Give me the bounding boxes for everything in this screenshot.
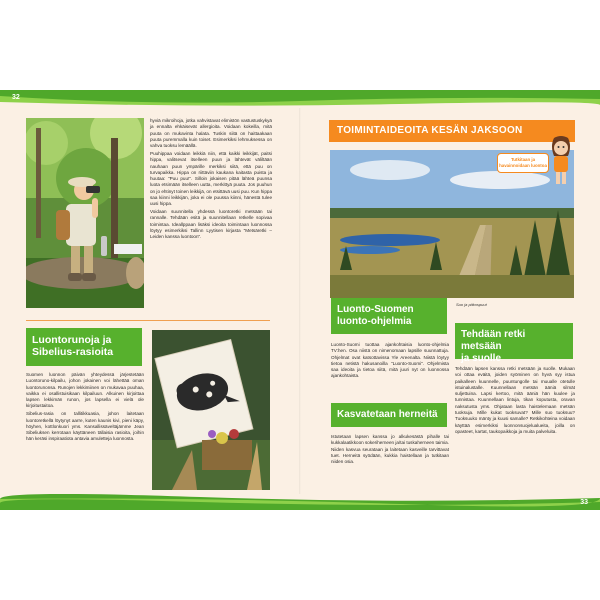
heading-line: Sibelius-rasioita (32, 346, 114, 358)
paragraph: Istutetaan lapsen kanssa jo alkukesästä pihalle tai kukkalaatikkoon sokeriherneen ja/tai tuskaherneen taimia. Niiden kasvua seurataan ja laitetaan kasveille tarvittavat tuet. Herneitä syödään, kukkia haistellaan ja tutkitaan niiden osia. (331, 434, 449, 465)
paragraph: Tehdään lapsen kanssa retki metsään ja suolle. Mukaan voi ottaa eväitä, joiden syöminen on hyvä syy istua paikalleen kuunnelle, puuntungolle tai muualle otetulle istuinalustalle. Kuunnellaan metsän ääniä silmät suljettuina. Lapsi kertoo, mitä ääniä hän kuulee ja tunnistaa. Kuunnellaan lintuja, tikan koputusta, oravan naksutusta yms. Ohjataan lasta haistelemaan metsän tuoksuja. Mille kukat tuoksuvat? Mille suo tuoksuu? Tuoksuuko mänty ja kuusi samalle? Retkikohteina voidaan käyttää esimerkiksi luonnonsuojelualueita, joilla on opasteet, kartat, taukopaikkoja ja muita palveluita. (455, 366, 575, 434)
heading-line: Tehdään retki metsään (461, 329, 526, 352)
paragraph: Sibelius-rasia on tallitikkuasia, johon laitetaan luontoretkellä löytynyt aarre, kuten kaunis kivi, pieni käpy, höyhen, kottlonkuori yms. Kansallissäveltäjämme Jean Sibeliuksen kerrotaan käyttäneen tällaisia rasioita, joihin hän keräsi inspiraatiota antavia amuletteja luonnosta. (26, 411, 144, 442)
heading-luonto-suomen (331, 298, 447, 334)
heading-line: luonto-ohjelmia (337, 316, 412, 327)
book-gutter (299, 108, 301, 494)
heading-herneita (331, 403, 447, 427)
paragraph: Luonto-Suomi tuottaa ajankohtaisia luonto-ohjelmia TV:hen. Osa niistä on nimenomaan lapsille suunnattuja. Ohjelmat ovat katsottavissa Yle Areenalta. Niistä löytyy tietoa netistä hakusanoilla "Luonto-Suomi". Ohjelmista saa ideoita ja tietoa siitä, mitä juuri nyt on luonnossa ajankohtaista. (331, 342, 449, 379)
girl-illustration-icon (546, 136, 576, 186)
paragraph: hyviä mikroihoja, jotka vahvistavat elimistön vastustuskykyä ja ennalta ehkäisevät allergioita. Voidaan kokeilla, mitä puuta on mukavinta halata. Tuskin siitä on haittaakaan puuta puremmalla kuin toiset. Esimerkiksi lehmuksessa on vahva tuoksu lemäällä. (150, 118, 272, 149)
heading-retki (455, 323, 573, 364)
heading-toimintaideoita: TOIMINTAIDEOITA KESÄN JAKSOON (329, 120, 575, 142)
paragraph: Puuhippaa voidaan leikkiä niin, että kaikki leikkijät, paitsi hippa, valitsevat itselleen puun ja lähtevät väliltään nauhaan puun ympärille merkiksi siitä, että puu on turvapaikka. Hippa on riittäviin kaukana kaitasta puista ja huutaa: "Puu puu!". Silloin jokaisen pitää lähteä puunsa luota etsimään itselleen uutta, merkittyä puuta. Jos puuhun on jo ehtinyt toinen leikkijä, on etsittävä uusi puu. Kun hippa saa kiinni leikkijän, joka ei ole puussa kiinni, hänestä tulee uusi hippa. (150, 150, 272, 207)
paragraph: Suomen luonnon päivän yhteydessä järjestetään Luontoruno-kilpailu, johon jokainen voi lähettää oman luontorunonsa. Runojen lekkimiinen on mukavaa puuhaa, vaikka ei osallistuisikaan kilpailuun. Alkuinen kirjoittaa lapsen lekkimän runon, jos lapsella ei vielä ole kirjoitustaitoa. (26, 372, 144, 409)
bottom-green-band (0, 494, 600, 510)
speech-bubble: Tutkitaan ja havainnoidaan luontoa (497, 153, 549, 173)
heading-line: Luontorunoja ja (32, 334, 112, 346)
photo-sibelius-box (152, 330, 270, 490)
top-green-band (0, 90, 600, 108)
herneita-text (331, 434, 449, 467)
heading-line: Kasvatetaan herneitä (337, 409, 438, 420)
page-number-left: 32 (12, 94, 20, 101)
retki-text (455, 366, 575, 437)
luonto-suomen-text (331, 342, 449, 381)
left-column-text (150, 118, 272, 242)
heading-luontorunoja (26, 328, 142, 366)
orange-divider (26, 320, 270, 321)
photo-boy-binoculars (26, 118, 144, 308)
heading-line: Luonto-Suomen (337, 304, 414, 315)
page-number-right: 33 (580, 499, 588, 506)
heading-line: ja suolle (461, 353, 502, 364)
book-spread (0, 90, 600, 510)
photo-caption: Suo ja pitkospuut (456, 302, 487, 307)
paragraph: Voidaan suunnitella yhdessä luontoretki metsään tai rannalle. Tehdään esitä ja suunnitellaan retkelle sopivaa toimintaa. Ideallppaan lisäksi ideoita toimintaan luonnossa löytyy esimerkiksi Tallinn Lyytisen kirjasta "Metsäretki – Leiden kanssa luontoon". (150, 209, 272, 240)
luontorunoja-text (26, 372, 144, 444)
